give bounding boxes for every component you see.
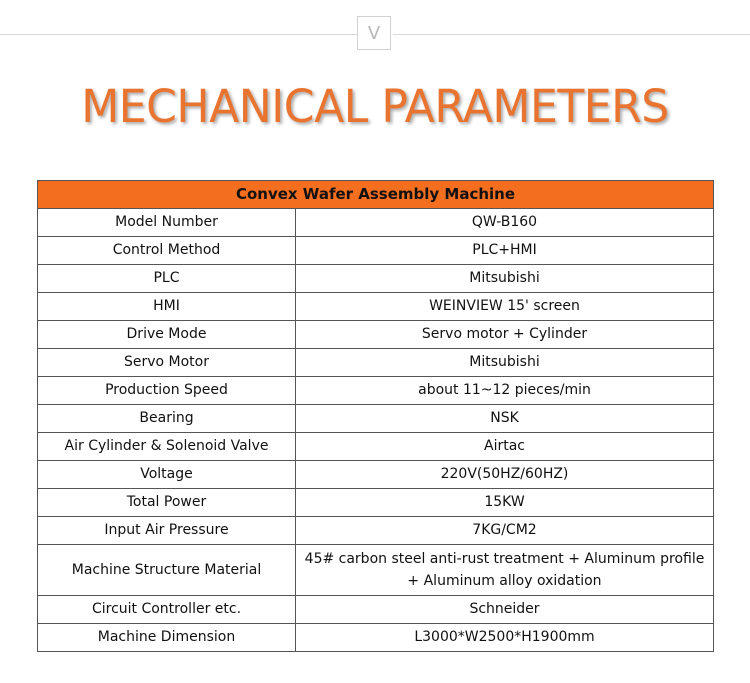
param-value: 220V(50HZ/60HZ) [296,461,714,489]
param-value: PLC+HMI [296,237,714,265]
param-value: QW-B160 [296,209,714,237]
table-row [38,209,714,237]
divider-left [0,34,357,35]
param-label: Air Cylinder & Solenoid Valve [38,433,296,461]
param-value: Mitsubishi [296,265,714,293]
param-label: Control Method [38,237,296,265]
parameters-table [37,180,714,652]
param-label: Drive Mode [38,321,296,349]
param-label: Circuit Controller etc. [38,596,296,624]
param-value: Mitsubishi [296,349,714,377]
logo-glyph: V [367,22,381,44]
param-label: Total Power [38,489,296,517]
table-row [38,517,714,545]
param-value: about 11~12 pieces/min [296,377,714,405]
divider-right [393,34,750,35]
table-row [38,293,714,321]
table-body [38,209,714,652]
param-label: Bearing [38,405,296,433]
param-value: 45# carbon steel anti-rust treatment + Aluminum profile + Aluminum alloy oxidation [296,545,714,596]
param-label: Machine Dimension [38,624,296,652]
table-row [38,545,714,596]
table-row [38,433,714,461]
param-value: Servo motor + Cylinder [296,321,714,349]
table-row [38,596,714,624]
param-value: Schneider [296,596,714,624]
table-header-row [38,181,714,209]
table-row [38,349,714,377]
page-title: MECHANICAL PARAMETERS [81,80,669,133]
brand-logo-icon [357,16,391,50]
param-label: Servo Motor [38,349,296,377]
table-row [38,237,714,265]
table-row [38,489,714,517]
param-value: 7KG/CM2 [296,517,714,545]
param-value: NSK [296,405,714,433]
param-label: HMI [38,293,296,321]
table-row [38,377,714,405]
param-label: Model Number [38,209,296,237]
table-row [38,624,714,652]
param-label: PLC [38,265,296,293]
param-value: L3000*W2500*H1900mm [296,624,714,652]
table-row [38,405,714,433]
param-label: Production Speed [38,377,296,405]
param-label: Machine Structure Material [38,545,296,596]
param-value: 15KW [296,489,714,517]
param-value: Airtac [296,433,714,461]
table-title: Convex Wafer Assembly Machine [38,181,714,209]
param-label: Input Air Pressure [38,517,296,545]
table-row [38,461,714,489]
table-row [38,265,714,293]
table-row [38,321,714,349]
param-label: Voltage [38,461,296,489]
param-value: WEINVIEW 15' screen [296,293,714,321]
